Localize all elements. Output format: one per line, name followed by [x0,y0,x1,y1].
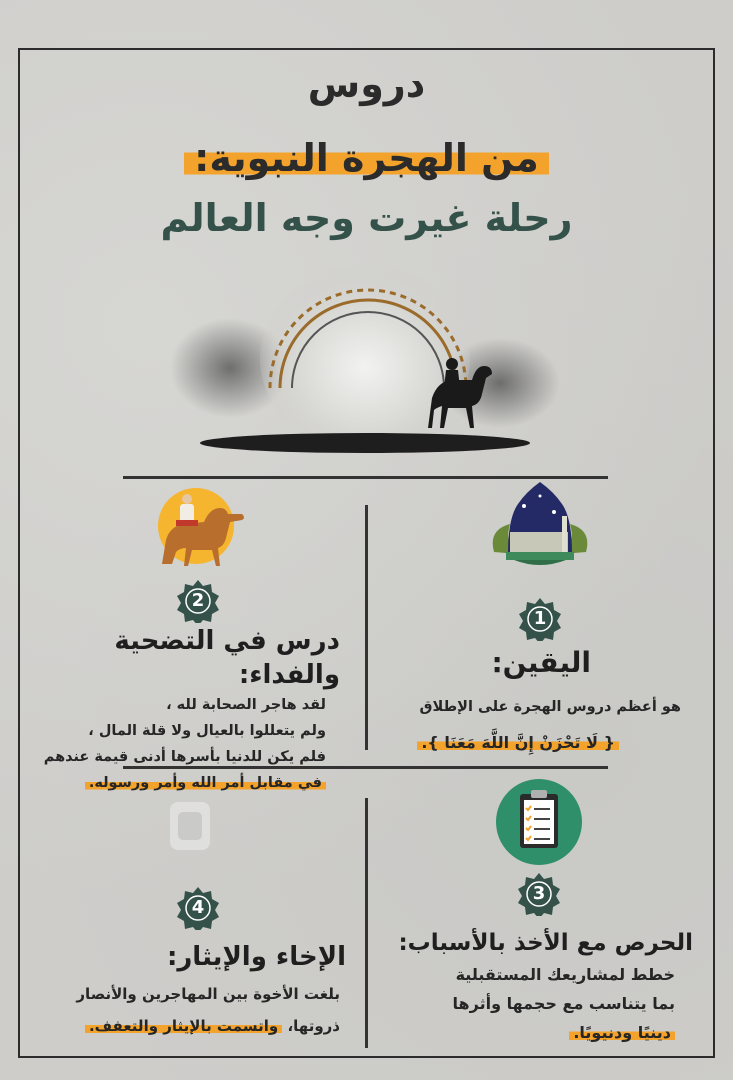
title-line-1: دروس [307,62,426,106]
section-title: درس في التضحية والفداء: [114,626,340,690]
mosque-icon [480,478,600,588]
divider-vertical-top [365,505,368,750]
section-highlight: دينيًا ودنيويًا. [569,1023,675,1042]
badge-1 [518,597,562,641]
section-quote: { لَا تَحْزَنْ إِنَّ اللَّهَ مَعَنَا }. [417,733,619,752]
badge-4 [176,886,220,930]
section-sacrifice [40,624,340,796]
section-certainty-body [381,694,681,756]
section-certainty [371,644,591,682]
section-planning [383,926,693,1047]
section-highlight: واتسمت بالإيثار والتعفف. [85,1017,282,1035]
badge-2 [176,579,220,623]
hero-illustration [170,248,570,468]
badge-2-number: 2 [191,590,205,611]
camel-rider-icon [148,486,258,571]
section-line: هو أعظم دروس الهجرة على الإطلاق [419,699,681,715]
badge-1-number: 1 [533,608,547,629]
handshake-icon [160,790,220,860]
badge-3 [517,872,561,916]
title-line-3: رحلة غيرت وجه العالم [160,196,573,240]
section-line: لقد هاجر الصحابة لله ، [166,697,326,713]
section-title: الإخاء والإيثار: [166,942,346,972]
section-line: بما يتناسب مع حجمها وأثرها [452,994,675,1013]
badge-4-number: 4 [191,897,205,918]
section-highlight: في مقابل أمر الله وأمر ورسوله. [85,775,326,791]
clipboard-checklist-icon [495,778,583,866]
section-line: ولم يتعللوا بالعيال ولا قلة المال ، [88,723,326,739]
section-title: الحرص مع الأخذ بالأسباب: [398,930,693,956]
section-line: خطط لمشاريعك المستقبلية [455,965,675,984]
section-line: ذروتها، [287,1017,340,1035]
divider-vertical-bottom [365,798,368,1048]
mosque-arch-camel-icon [170,248,570,468]
section-title: اليقين: [491,646,591,679]
section-brotherhood [26,940,346,1042]
title-line-2: من الهجرة النبوية: [184,136,549,180]
section-line: بلغت الأخوة بين المهاجرين والأنصار [76,985,340,1003]
badge-3-number: 3 [532,883,546,904]
section-line: فلم يكن للدنيا بأسرها أدنى قيمة عندهم [43,749,326,765]
